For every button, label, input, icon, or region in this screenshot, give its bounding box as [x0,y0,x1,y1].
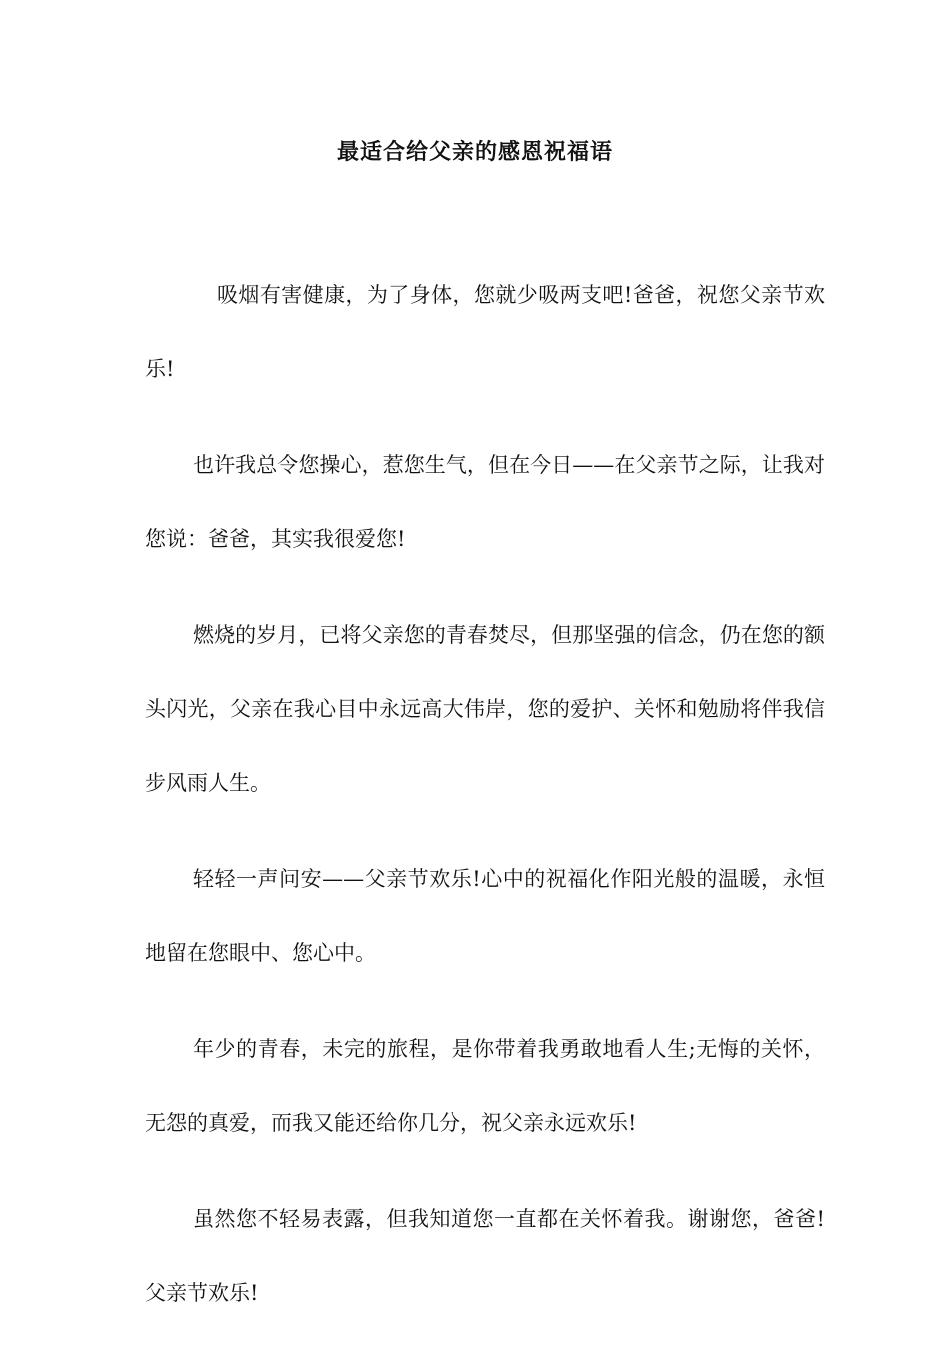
paragraph-5: 年少的青春，未完的旅程，是你带着我勇敢地看人生;无悔的关怀，无怨的真爱，而我又能还给你几分，祝父亲永远欢乐! [145,1037,825,1135]
paragraph-6: 虽然您不轻易表露，但我知道您一直都在关怀着我。谢谢您，爸爸!父亲节欢乐! [145,1207,825,1305]
paragraph-1: 吸烟有害健康，为了身体，您就少吸两支吧!爸爸，祝您父亲节欢乐! [145,283,825,381]
document-title: 最适合给父亲的感恩祝福语 [336,139,613,165]
document-body [145,258,825,1352]
paragraph-2: 也许我总令您操心，惹您生气，但在今日——在父亲节之际，让我对您说：爸爸，其实我很爱您! [145,453,825,551]
paragraph-3: 燃烧的岁月，已将父亲您的青春焚尽，但那坚强的信念，仍在您的额头闪光，父亲在我心目中永远高大伟岸，您的爱护、关怀和勉励将伴我信步风雨人生。 [145,623,825,795]
paragraph-4: 轻轻一声问安——父亲节欢乐!心中的祝福化作阳光般的温暖，永恒地留在您眼中、您心中。 [145,867,825,965]
